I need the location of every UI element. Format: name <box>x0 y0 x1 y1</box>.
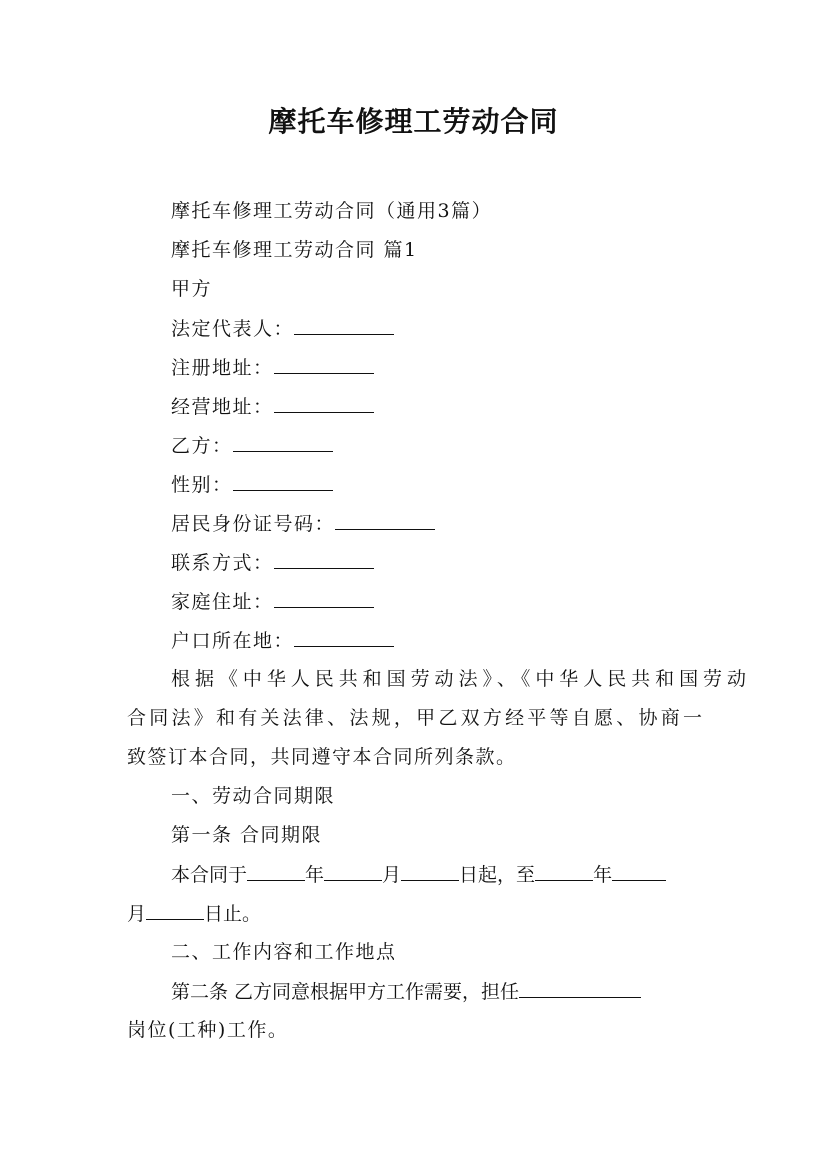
legal-rep-label: 法定代表人： <box>171 318 295 340</box>
home-address-blank[interactable] <box>274 588 374 608</box>
party-a-label: 甲方 <box>171 278 213 300</box>
id-number-label: 居民身份证号码： <box>171 513 336 535</box>
id-number-blank[interactable] <box>335 510 435 530</box>
month-label: 月 <box>382 864 402 886</box>
start-month-blank[interactable] <box>324 861 382 881</box>
position-blank[interactable] <box>519 978 641 998</box>
article-1-heading: 第一条 合同期限 <box>171 824 323 846</box>
preamble-line-3: 致签订本合同，共同遵守本合同所列条款。 <box>127 746 517 768</box>
end-day-blank[interactable] <box>146 900 204 920</box>
start-year-blank[interactable] <box>247 861 305 881</box>
legal-rep-blank[interactable] <box>294 315 394 335</box>
hukou-field <box>127 627 746 654</box>
contact-label: 联系方式： <box>171 552 274 574</box>
article-2-text: 第二条 乙方同意根据甲方工作需要，担任 <box>171 981 520 1003</box>
party-b-field <box>127 432 746 459</box>
hukou-label: 户口所在地： <box>171 630 295 652</box>
reg-address-field <box>127 354 746 381</box>
section-heading: 摩托车修理工劳动合同 篇1 <box>171 239 418 261</box>
start-day-blank[interactable] <box>401 861 459 881</box>
biz-address-field <box>127 393 746 420</box>
end-year-blank[interactable] <box>535 861 593 881</box>
term-line-2 <box>127 900 702 927</box>
preamble-line-2: 合同法》和有关法律、法规，甲乙双方经平等自愿、协商一 <box>127 707 702 729</box>
legal-rep-field <box>127 315 746 342</box>
reg-address-label: 注册地址： <box>171 357 274 379</box>
contact-blank[interactable] <box>274 549 374 569</box>
term-line-1 <box>127 861 746 888</box>
document-title: 摩托车修理工劳动合同 <box>268 105 559 138</box>
party-b-label: 乙方： <box>171 435 233 457</box>
from-to-label: 日起，至 <box>459 864 536 886</box>
chapter-1-heading: 一、劳动合同期限 <box>171 785 336 807</box>
article-2-line-1 <box>127 978 746 1005</box>
preamble-line-1: 根据《中华人民共和国劳动法》、《中华人民共和国劳动 <box>171 668 746 690</box>
article-2-line-2: 岗位(工种)工作。 <box>127 1019 289 1041</box>
contact-field <box>127 549 746 576</box>
term-start-label: 本合同于 <box>171 864 248 886</box>
end-year-label: 年 <box>593 864 613 886</box>
end-day-label: 日止。 <box>204 903 262 925</box>
biz-address-label: 经营地址： <box>171 396 274 418</box>
home-address-field <box>127 588 746 615</box>
party-b-blank[interactable] <box>233 432 333 452</box>
gender-blank[interactable] <box>233 471 333 491</box>
gender-field <box>127 471 746 498</box>
id-number-field <box>127 510 746 537</box>
subtitle-line: 摩托车修理工劳动合同（通用3篇） <box>171 200 493 222</box>
home-address-label: 家庭住址： <box>171 591 274 613</box>
hukou-blank[interactable] <box>294 627 394 647</box>
end-month-label: 月 <box>127 903 147 925</box>
gender-label: 性别： <box>171 474 233 496</box>
end-month-blank[interactable] <box>612 861 666 881</box>
biz-address-blank[interactable] <box>274 393 374 413</box>
year-label: 年 <box>305 864 325 886</box>
chapter-2-heading: 二、工作内容和工作地点 <box>171 941 397 963</box>
reg-address-blank[interactable] <box>274 354 374 374</box>
